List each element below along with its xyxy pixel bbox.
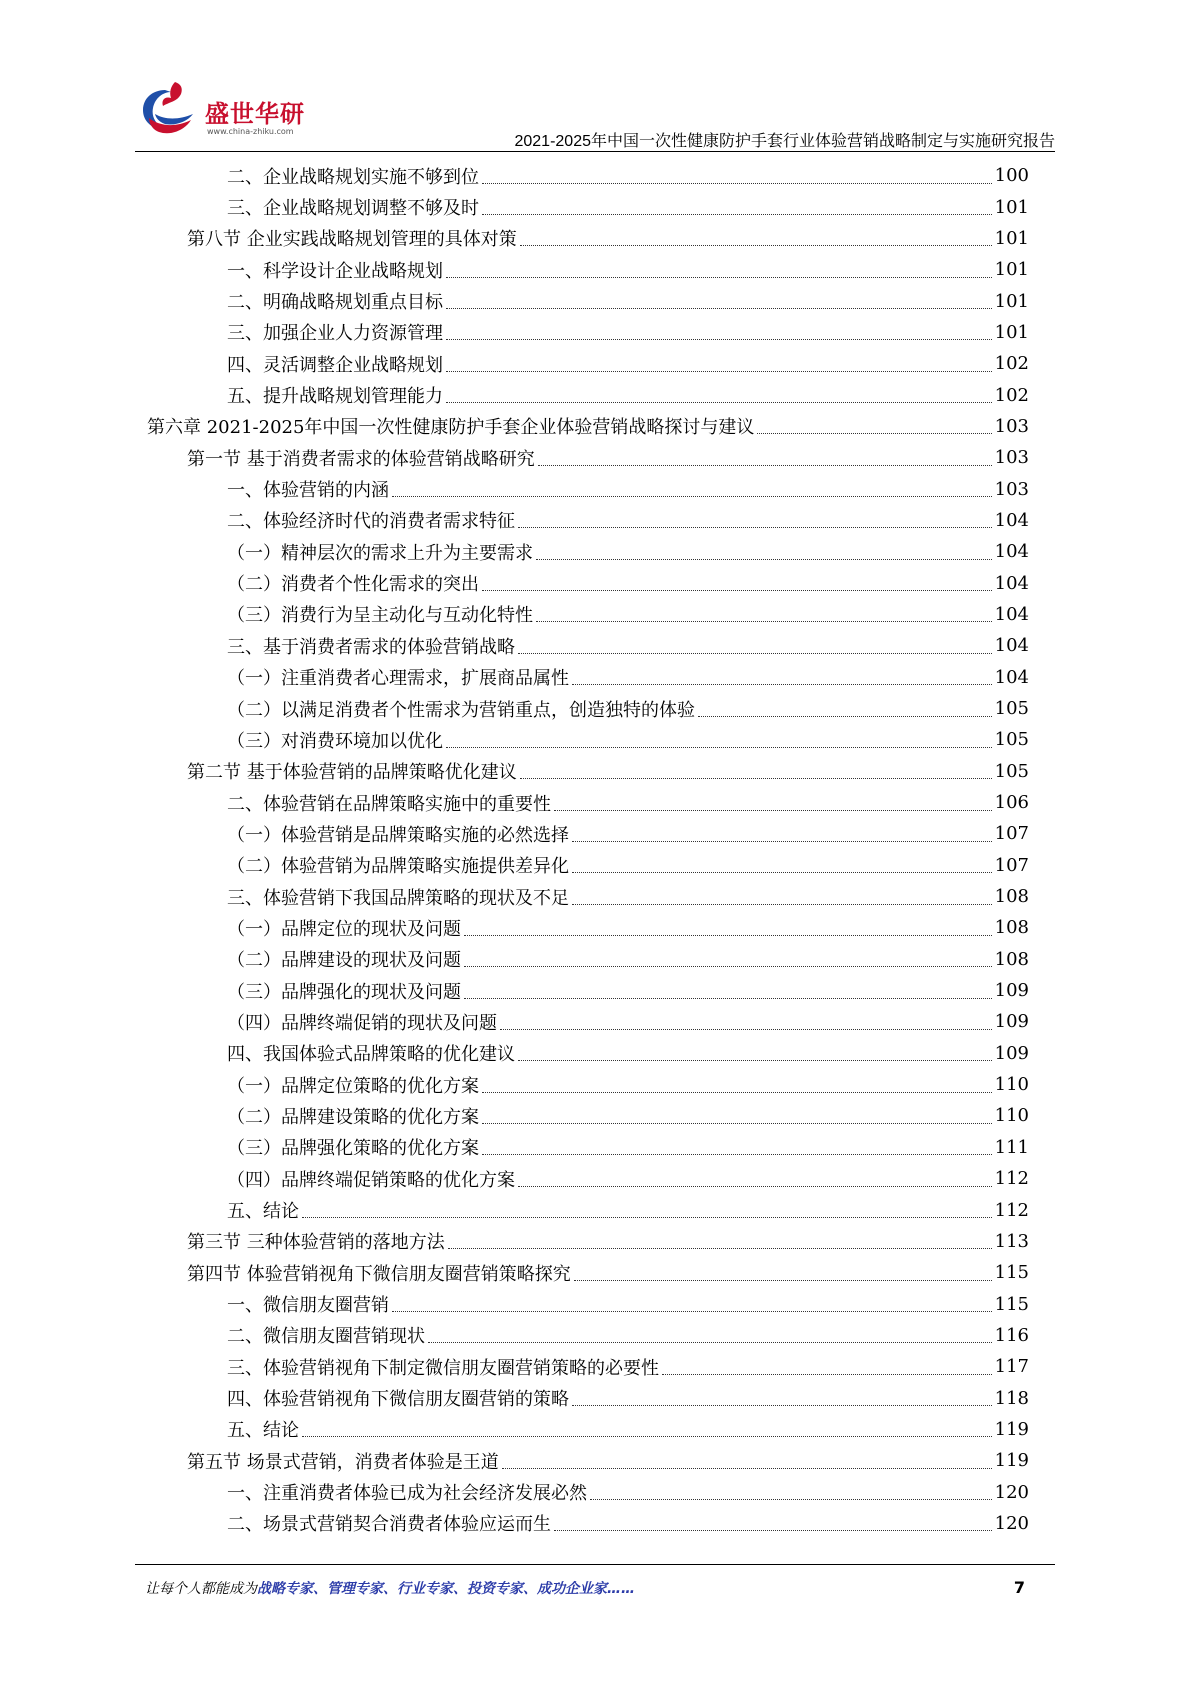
footer-divider [135, 1564, 1055, 1565]
toc-entry-page: 109 [994, 980, 1029, 1002]
toc-entry-page: 104 [994, 603, 1029, 625]
toc-dot-leader [572, 1404, 992, 1406]
toc-entry-page: 101 [994, 321, 1029, 343]
toc-entry-page: 101 [994, 259, 1029, 281]
toc-entry-page: 107 [994, 823, 1029, 845]
toc-dot-leader [446, 276, 992, 278]
toc-dot-leader [464, 934, 992, 936]
toc-entry[interactable] [147, 756, 1029, 787]
toc-entry-title: （一）体验营销是品牌策略实施的必然选择 [227, 824, 569, 846]
toc-entry[interactable] [147, 912, 1029, 943]
toc-entry-title: 三、体验营销视角下制定微信朋友圈营销策略的必要性 [227, 1357, 659, 1379]
toc-dot-leader [518, 652, 992, 654]
toc-dot-leader [482, 182, 992, 184]
toc-entry-page: 109 [994, 1042, 1029, 1064]
toc-entry-title: （三）品牌强化策略的优化方案 [227, 1138, 479, 1160]
toc-dot-leader [536, 620, 992, 622]
page-number: 7 [1013, 1578, 1025, 1597]
toc-entry-page: 111 [994, 1136, 1029, 1158]
toc-entry-page: 115 [994, 1293, 1029, 1315]
toc-entry[interactable] [147, 1194, 1029, 1225]
toc-entry-title: 二、场景式营销契合消费者体验应运而生 [227, 1514, 551, 1536]
toc-dot-leader [302, 1435, 992, 1437]
toc-dot-leader [446, 338, 992, 340]
toc-entry-page: 101 [994, 196, 1029, 218]
toc-entry-title: 三、企业战略规划调整不够及时 [227, 198, 479, 220]
toc-entry[interactable] [147, 881, 1029, 912]
toc-entry[interactable] [147, 1351, 1029, 1382]
toc-dot-leader [448, 1247, 992, 1249]
toc-dot-leader [698, 715, 992, 717]
toc-entry[interactable] [147, 599, 1029, 630]
toc-entry-title: （四）品牌终端促销策略的优化方案 [227, 1169, 515, 1191]
toc-dot-leader [590, 1498, 992, 1500]
toc-dot-leader [572, 903, 992, 905]
toc-dot-leader [572, 840, 992, 842]
toc-entry-page: 105 [994, 698, 1029, 720]
page-header [135, 80, 1055, 152]
toc-entry-title: 第一节 基于消费者需求的体验营销战略研究 [187, 448, 535, 470]
toc-dot-leader [572, 683, 992, 685]
toc-entry-title: 四、体验营销视角下微信朋友圈营销的策略 [227, 1389, 569, 1411]
toc-entry-page: 108 [994, 917, 1029, 939]
toc-entry[interactable] [147, 567, 1029, 598]
toc-entry[interactable] [147, 285, 1029, 316]
toc-entry-title: （四）品牌终端促销的现状及问题 [227, 1012, 497, 1034]
toc-entry[interactable] [147, 1257, 1029, 1288]
toc-entry-page: 119 [994, 1418, 1029, 1440]
toc-entry[interactable] [147, 850, 1029, 881]
toc-entry[interactable] [147, 348, 1029, 379]
toc-dot-leader [500, 1028, 992, 1030]
toc-entry-title: 一、微信朋友圈营销 [227, 1295, 389, 1317]
toc-entry[interactable] [147, 223, 1029, 254]
toc-entry[interactable] [147, 254, 1029, 285]
toc-entry-title: 第四节 体验营销视角下微信朋友圈营销策略探究 [187, 1263, 571, 1285]
toc-entry[interactable] [147, 191, 1029, 222]
toc-entry-page: 112 [994, 1199, 1029, 1221]
logo-url: www.china-zhiku.com [207, 127, 294, 136]
toc-entry-title: （二）消费者个性化需求的突出 [227, 574, 479, 596]
toc-dot-leader [464, 997, 992, 999]
toc-entry[interactable] [147, 1132, 1029, 1163]
toc-entry-title: 二、微信朋友圈营销现状 [227, 1326, 425, 1348]
toc-dot-leader [482, 213, 992, 215]
toc-entry[interactable] [147, 379, 1029, 410]
toc-entry-title: 二、体验营销在品牌策略实施中的重要性 [227, 793, 551, 815]
toc-entry-title: （一）品牌定位策略的优化方案 [227, 1075, 479, 1097]
toc-dot-leader [518, 1185, 992, 1187]
toc-dot-leader [520, 777, 992, 779]
toc-entry[interactable] [147, 1226, 1029, 1257]
toc-dot-leader [662, 1373, 992, 1375]
toc-entry[interactable] [147, 1320, 1029, 1351]
toc-dot-leader [446, 746, 992, 748]
page-footer [145, 1578, 1045, 1602]
toc-entry-title: 三、基于消费者需求的体验营销战略 [227, 636, 515, 658]
toc-entry-title: （一）注重消费者心理需求，扩展商品属性 [227, 668, 569, 690]
toc-entry-page: 107 [994, 854, 1029, 876]
toc-entry-title: （三）消费行为呈主动化与互动化特性 [227, 605, 533, 627]
report-title: 2021-2025年中国一次性健康防护手套行业体验营销战略制定与实施研究报告 [514, 133, 1055, 150]
toc-entry-page: 117 [994, 1356, 1029, 1378]
footer-slogan-highlight: 战略专家、管理专家、行业专家、投资专家、成功企业家…… [257, 1581, 635, 1597]
toc-entry-title: （二）以满足消费者个性需求为营销重点，创造独特的体验 [227, 699, 695, 721]
toc-entry-title: 三、体验营销下我国品牌策略的现状及不足 [227, 887, 569, 909]
toc-entry[interactable] [147, 787, 1029, 818]
toc-entry-page: 102 [994, 353, 1029, 375]
toc-entry-page: 109 [994, 1011, 1029, 1033]
toc-entry-title: 一、注重消费者体验已成为社会经济发展必然 [227, 1483, 587, 1505]
toc-dot-leader [572, 871, 992, 873]
toc-dot-leader [482, 589, 992, 591]
toc-entry[interactable] [147, 442, 1029, 473]
toc-entry[interactable] [147, 1163, 1029, 1194]
toc-entry-title: 四、灵活调整企业战略规划 [227, 354, 443, 376]
toc-dot-leader [482, 1091, 992, 1093]
toc-entry[interactable] [147, 1288, 1029, 1319]
toc-entry[interactable] [147, 693, 1029, 724]
toc-entry[interactable] [147, 317, 1029, 348]
toc-dot-leader [392, 495, 992, 497]
toc-dot-leader [554, 809, 992, 811]
toc-entry-page: 101 [994, 227, 1029, 249]
toc-entry[interactable] [147, 1508, 1029, 1539]
toc-entry[interactable] [147, 1476, 1029, 1507]
toc-entry-title: （三）品牌强化的现状及问题 [227, 981, 461, 1003]
toc-entry[interactable] [147, 975, 1029, 1006]
toc-entry-title: （二）体验营销为品牌策略实施提供差异化 [227, 856, 569, 878]
toc-entry-title: （一）精神层次的需求上升为主要需求 [227, 542, 533, 564]
toc-entry-title: 一、体验营销的内涵 [227, 480, 389, 502]
toc-entry[interactable] [147, 724, 1029, 755]
toc-entry-page: 108 [994, 886, 1029, 908]
toc-entry-title: 一、科学设计企业战略规划 [227, 260, 443, 282]
toc-dot-leader [536, 558, 992, 560]
toc-entry[interactable] [147, 630, 1029, 661]
toc-entry[interactable] [147, 1382, 1029, 1413]
toc-dot-leader [518, 1059, 992, 1061]
toc-dot-leader [446, 370, 992, 372]
toc-entry[interactable] [147, 662, 1029, 693]
toc-entry-page: 104 [994, 541, 1029, 563]
toc-entry-title: 第六章 2021-2025年中国一次性健康防护手套企业体验营销战略探讨与建议 [147, 417, 755, 439]
toc-entry-page: 103 [994, 447, 1029, 469]
toc-entry[interactable] [147, 818, 1029, 849]
toc-entry-page: 113 [994, 1230, 1029, 1252]
toc-entry-page: 102 [994, 384, 1029, 406]
toc-entry-page: 115 [994, 1262, 1029, 1284]
toc-dot-leader [520, 244, 992, 246]
toc-entry-page: 104 [994, 509, 1029, 531]
toc-entry-title: 第五节 场景式营销，消费者体验是王道 [187, 1451, 499, 1473]
company-logo [135, 80, 305, 142]
toc-entry-page: 106 [994, 792, 1029, 814]
toc-dot-leader [392, 1310, 992, 1312]
toc-dot-leader [464, 965, 992, 967]
toc-entry-page: 120 [994, 1512, 1029, 1534]
header-divider [135, 151, 1055, 152]
toc-entry[interactable] [147, 1069, 1029, 1100]
toc-entry[interactable] [147, 473, 1029, 504]
logo-name: 盛世华研 [205, 100, 305, 128]
toc-entry-page: 105 [994, 729, 1029, 751]
toc-entry-title: （二）品牌建设的现状及问题 [227, 950, 461, 972]
toc-entry-title: 四、我国体验式品牌策略的优化建议 [227, 1044, 515, 1066]
toc-entry-page: 104 [994, 666, 1029, 688]
toc-dot-leader [482, 1153, 992, 1155]
toc-dot-leader [302, 1216, 992, 1218]
toc-entry-page: 108 [994, 948, 1029, 970]
toc-entry-page: 116 [994, 1324, 1029, 1346]
logo-emblem-icon [135, 80, 205, 142]
toc-dot-leader [428, 1341, 992, 1343]
toc-entry-title: 二、明确战略规划重点目标 [227, 292, 443, 314]
toc-entry[interactable] [147, 505, 1029, 536]
toc-entry[interactable] [147, 1445, 1029, 1476]
toc-entry-page: 118 [994, 1387, 1029, 1409]
toc-dot-leader [446, 307, 992, 309]
toc-entry-page: 103 [994, 478, 1029, 500]
toc-entry-title: （三）对消费环境加以优化 [227, 730, 443, 752]
toc-dot-leader [538, 464, 992, 466]
toc-entry-page: 104 [994, 635, 1029, 657]
footer-slogan-prefix: 让每个人都能成为 [145, 1581, 257, 1597]
toc-dot-leader [757, 432, 991, 434]
toc-entry-page: 104 [994, 572, 1029, 594]
toc-dot-leader [502, 1467, 992, 1469]
toc-entry-title: 五、结论 [227, 1420, 299, 1442]
toc-entry[interactable] [147, 1006, 1029, 1037]
toc-entry-title: 二、体验经济时代的消费者需求特征 [227, 511, 515, 533]
toc-entry-title: 三、加强企业人力资源管理 [227, 323, 443, 345]
toc-entry-page: 119 [994, 1450, 1029, 1472]
toc-entry[interactable] [147, 1038, 1029, 1069]
toc-entry[interactable] [147, 411, 1029, 442]
toc-dot-leader [518, 526, 992, 528]
toc-entry-title: （一）品牌定位的现状及问题 [227, 918, 461, 940]
toc-entry[interactable] [147, 1100, 1029, 1131]
toc-entry[interactable] [147, 944, 1029, 975]
toc-entry-page: 110 [994, 1074, 1029, 1096]
table-of-contents [147, 160, 1029, 1539]
toc-entry-title: 五、提升战略规划管理能力 [227, 386, 443, 408]
toc-entry[interactable] [147, 536, 1029, 567]
toc-dot-leader [446, 401, 992, 403]
toc-entry-title: 二、企业战略规划实施不够到位 [227, 166, 479, 188]
toc-entry-title: 五、结论 [227, 1201, 299, 1223]
toc-entry-page: 120 [994, 1481, 1029, 1503]
toc-entry-title: （二）品牌建设策略的优化方案 [227, 1106, 479, 1128]
toc-entry-page: 101 [994, 290, 1029, 312]
toc-entry-title: 第八节 企业实践战略规划管理的具体对策 [187, 229, 517, 251]
toc-entry-title: 第二节 基于体验营销的品牌策略优化建议 [187, 762, 517, 784]
toc-entry-page: 110 [994, 1105, 1029, 1127]
toc-dot-leader [482, 1122, 992, 1124]
toc-entry-title: 第三节 三种体验营销的落地方法 [187, 1232, 445, 1254]
toc-entry-page: 103 [994, 415, 1029, 437]
toc-dot-leader [554, 1529, 992, 1531]
toc-entry[interactable] [147, 1414, 1029, 1445]
toc-entry-page: 112 [994, 1168, 1029, 1190]
toc-entry-page: 100 [994, 165, 1029, 187]
toc-entry[interactable] [147, 160, 1029, 191]
toc-dot-leader [574, 1279, 992, 1281]
toc-entry-page: 105 [994, 760, 1029, 782]
